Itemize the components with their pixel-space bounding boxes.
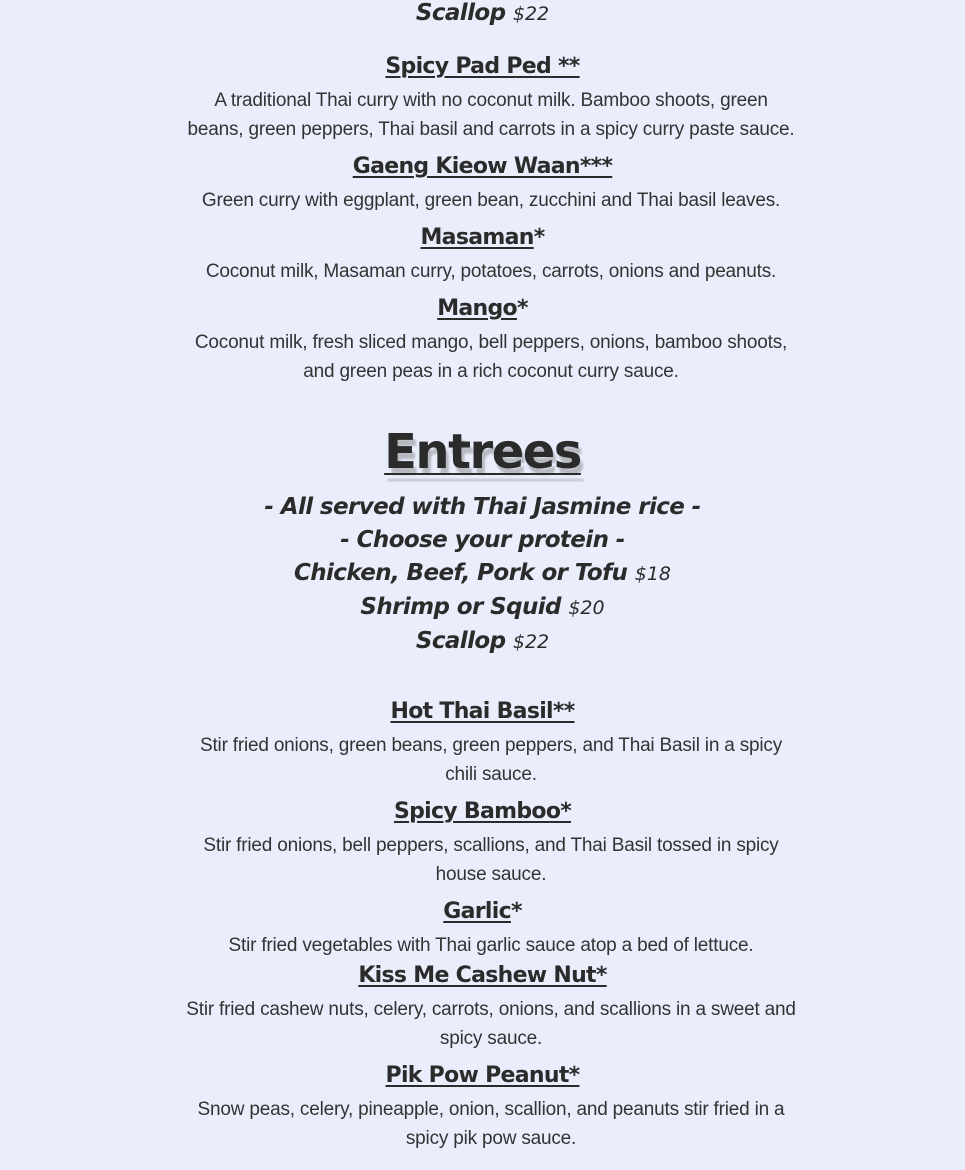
price-value: $20: [568, 597, 605, 619]
entrees-subhead-protein: - Choose your protein -: [340, 527, 625, 553]
item-description: Stir fried onions, green beans, green peppers, and Thai Basil in a spicy chili sauce.: [200, 735, 782, 785]
entrees-subhead-rice: - All served with Thai Jasmine rice -: [264, 494, 701, 520]
item-description: Coconut milk, fresh sliced mango, bell peppers, onions, bamboo shoots, and green peas in a rich coconut curry sauce.: [194, 332, 788, 382]
item-description: Stir fried onions, bell peppers, scallions, and Thai Basil tossed in spicy house sauce.: [203, 835, 779, 885]
item-title-gaeng-kieow-waan: Gaeng Kieow Waan***: [352, 154, 613, 179]
item-title-masaman: Masaman*: [420, 225, 545, 250]
item-title-mango: Mango*: [437, 296, 528, 321]
item-title-kiss-me-cashew-nut: Kiss Me Cashew Nut*: [358, 963, 607, 988]
item-title-garlic: Garlic*: [443, 899, 522, 924]
price-line-shrimp-squid: [0, 594, 965, 620]
price-line-chicken-beef-pork-tofu: [0, 560, 965, 586]
item-title-hot-thai-basil: Hot Thai Basil**: [390, 699, 575, 724]
price-value: $22: [512, 3, 550, 25]
price-label: Scallop: [415, 0, 506, 26]
price-line-scallop: [0, 628, 965, 654]
item-description: Stir fried cashew nuts, celery, carrots, onions, and scallions in a sweet and spicy sauce.: [186, 999, 796, 1049]
item-description: A traditional Thai curry with no coconut milk. Bamboo shoots, green beans, green peppers, Thai basil and carrots in a spicy curry paste sauce.: [187, 90, 795, 140]
item-title-spicy-pad-ped: Spicy Pad Ped **: [385, 54, 580, 79]
item-title-pik-pow-peanut: Pik Pow Peanut*: [385, 1063, 580, 1088]
price-value: $22: [512, 631, 550, 653]
section-title-entrees: Entrees: [384, 424, 581, 480]
price-line-scallop-top: [0, 0, 965, 26]
price-label: Shrimp or Squid: [360, 594, 561, 620]
price-label: Scallop: [415, 628, 506, 654]
price-label: Chicken, Beef, Pork or Tofu: [293, 560, 628, 586]
price-value: $18: [634, 563, 672, 585]
item-title-spicy-bamboo: Spicy Bamboo*: [393, 799, 572, 824]
item-description: Green curry with eggplant, green bean, zucchini and Thai basil leaves.: [201, 190, 781, 211]
item-description: Stir fried vegetables with Thai garlic sauce atop a bed of lettuce.: [228, 935, 754, 956]
item-description: Snow peas, celery, pineapple, onion, scallion, and peanuts stir fried in a spicy pik pow sauce.: [197, 1099, 785, 1149]
item-description: Coconut milk, Masaman curry, potatoes, carrots, onions and peanuts.: [205, 261, 777, 282]
